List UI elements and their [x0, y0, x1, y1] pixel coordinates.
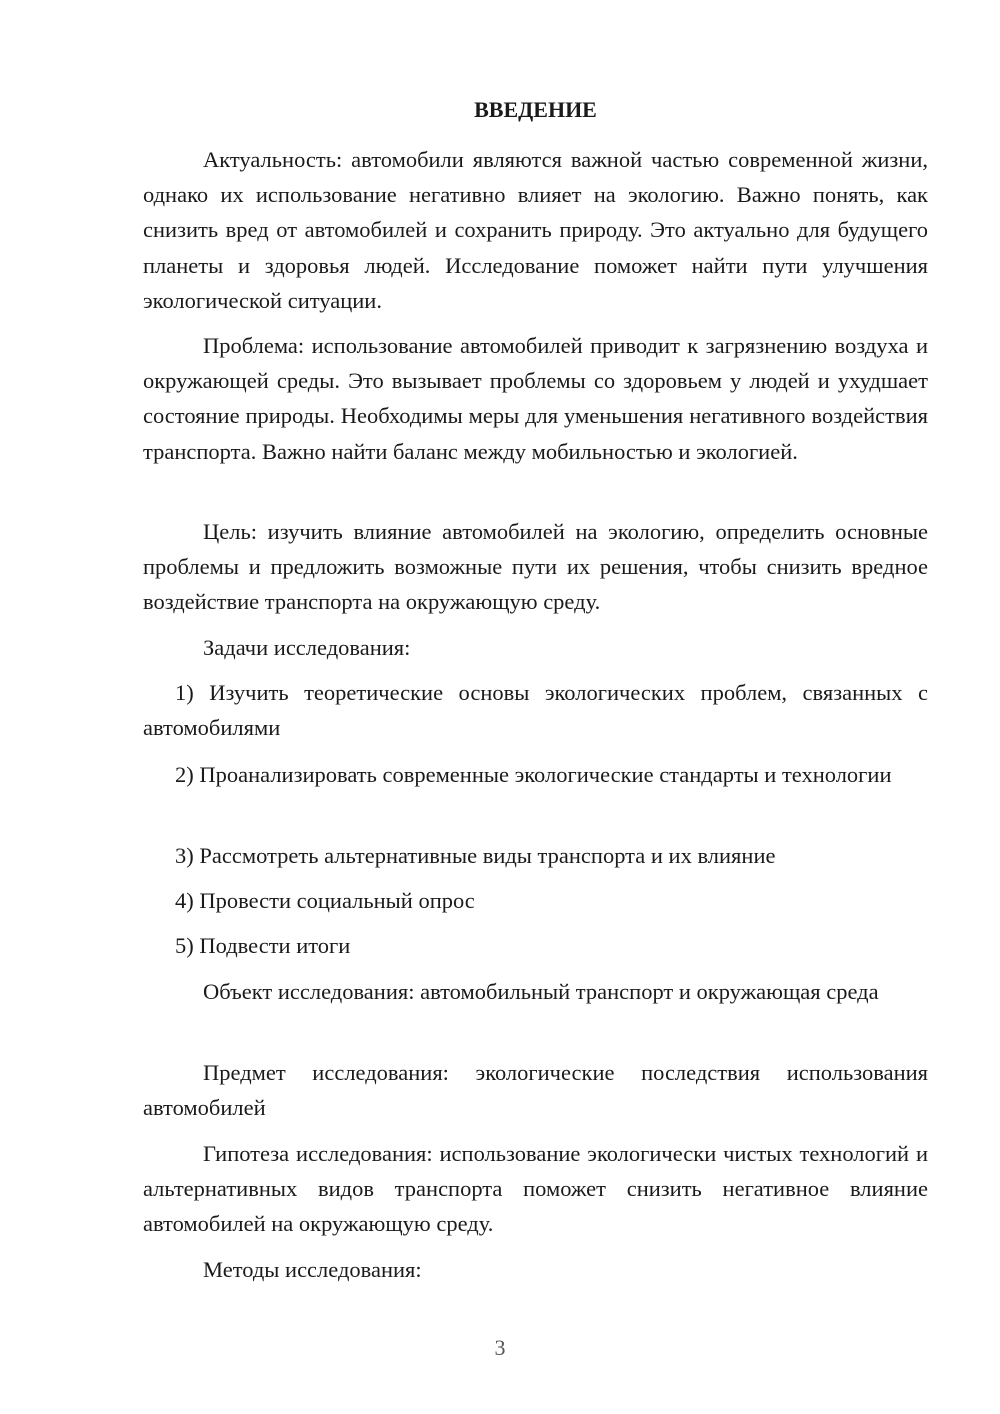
task-item-2: 2) Проанализировать современные экологические стандарты и технологии — [175, 762, 892, 787]
methods-heading: Методы исследования: — [203, 1257, 422, 1282]
task-item-1: 1) Изучить теоретические основы экологических проблем, связанных с автомобилями — [143, 680, 928, 741]
hypothesis-paragraph: Гипотеза исследования: использование экологически чистых технологий и альтернативных видов транспорта поможет снизить негативное влияние автомобилей на окружающую среду. — [143, 1141, 928, 1237]
object-paragraph: Объект исследования: автомобильный транспорт и окружающая среда — [203, 979, 879, 1004]
task-item-3: 3) Рассмотреть альтернативные виды транспорта и их влияние — [175, 843, 776, 868]
relevance-paragraph: Актуальность: автомобили являются важной частью современной жизни, однако их использование негативно влияет на экологию. Важно понять, как снизить вред от автомобилей и сохранить природу. Это актуально для будущего планеты и здоровья людей. Исследование поможет найти пути улучшения экологической ситуации. — [143, 147, 928, 313]
tasks-heading: Задачи исследования: — [203, 635, 411, 660]
problem-paragraph: Проблема: использование автомобилей приводит к загрязнению воздуха и окружающей среды. Это вызывает проблемы со здоровьем у людей и ухудшает состояние природы. Необходимы меры для уменьшения негативного воздействия транспорта. Важно найти баланс между мобильностью и экологией. — [143, 333, 928, 464]
page-title: ВВЕДЕНИЕ — [474, 97, 597, 122]
goal-paragraph: Цель: изучить влияние автомобилей на экологию, определить основные проблемы и предложить возможные пути их решения, чтобы снизить вредное воздействие транспорта на окружающую среду. — [143, 519, 928, 615]
task-item-4: 4) Провести социальный опрос — [175, 888, 475, 913]
task-item-5: 5) Подвести итоги — [175, 933, 351, 958]
page-number: 3 — [494, 1335, 506, 1360]
subject-paragraph: Предмет исследования: экологические последствия использования автомобилей — [143, 1060, 928, 1121]
